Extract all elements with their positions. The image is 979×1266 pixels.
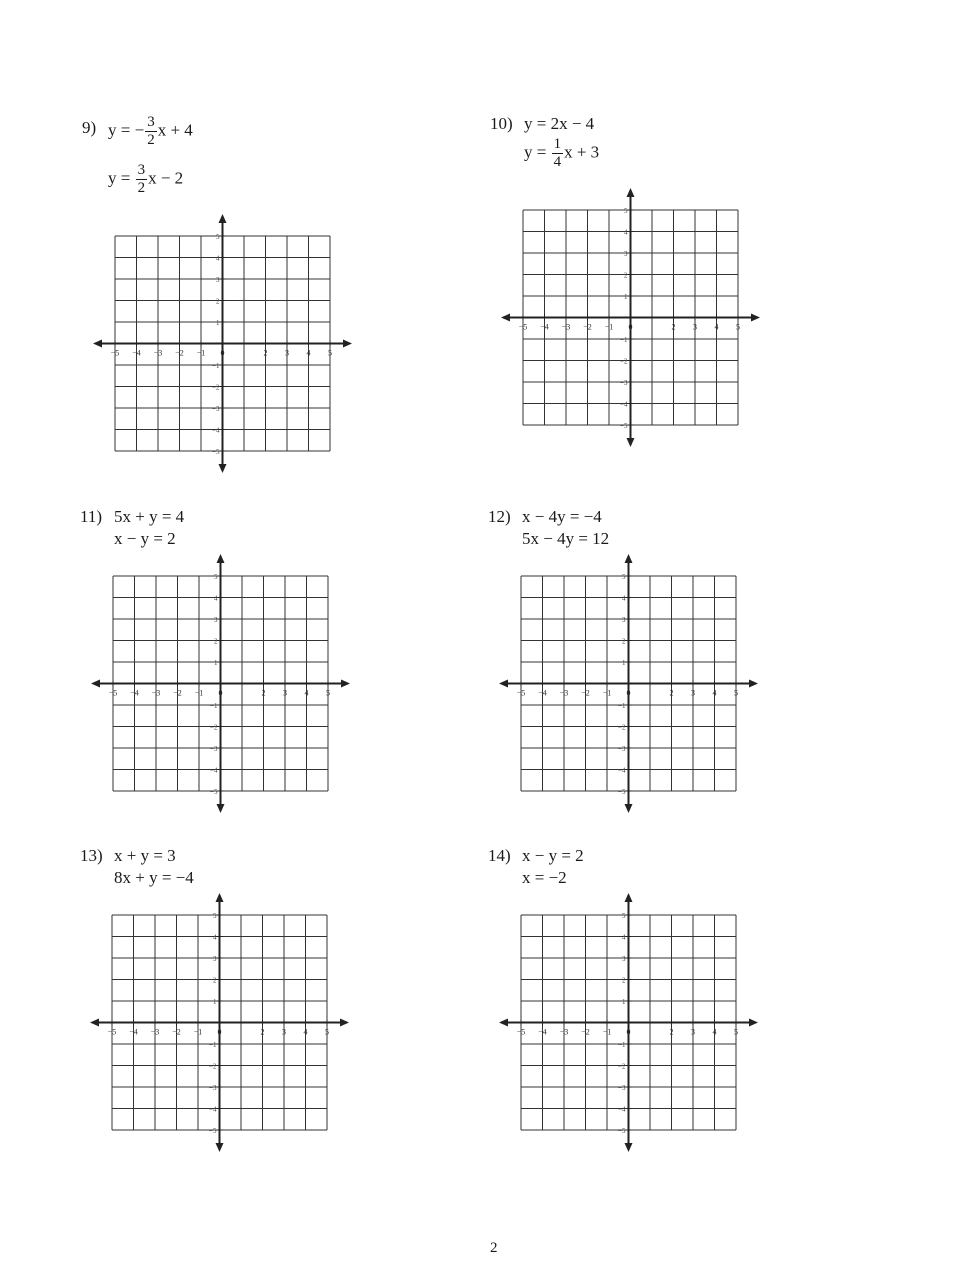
equation-1: 5x + y = 4 xyxy=(114,507,185,526)
y-tick-label: 1 xyxy=(213,998,217,1006)
x-tick-label: −5 xyxy=(110,348,120,358)
x-tick-label: −1 xyxy=(193,1027,203,1037)
y-tick-label: 2 xyxy=(622,976,626,985)
problem-13-equations xyxy=(80,846,280,890)
coordinate-plane xyxy=(89,210,356,477)
y-tick-label: −3 xyxy=(620,379,628,387)
y-tick-label: 1 xyxy=(216,319,220,327)
y-tick-label: 2 xyxy=(214,637,218,646)
y-tick-label: −3 xyxy=(209,1084,217,1092)
x-axis-arrow-right-icon xyxy=(749,1019,758,1027)
y-tick-label: −2 xyxy=(618,1062,626,1071)
x-tick-label: −5 xyxy=(516,688,526,698)
y-tick-label: −5 xyxy=(212,448,220,456)
coordinate-plane xyxy=(495,550,762,817)
x-tick-label: −4 xyxy=(132,348,141,358)
equation-2: y = $\frac{3}{2}$ x − 2 xyxy=(108,162,184,196)
x-tick-label: 0 xyxy=(628,322,633,332)
y-tick-label: 4 xyxy=(622,933,626,942)
coordinate-plane xyxy=(495,889,762,1156)
problem-number: 12) xyxy=(488,507,511,526)
x-axis-arrow-left-icon xyxy=(93,340,102,348)
x-tick-label: −4 xyxy=(129,1027,138,1037)
x-tick-label: 5 xyxy=(734,1027,738,1037)
x-tick-label: 5 xyxy=(325,1027,329,1037)
x-tick-label: −5 xyxy=(516,1027,526,1037)
equation-2: 8x + y = −4 xyxy=(114,868,194,887)
y-tick-label: 2 xyxy=(622,637,626,646)
y-tick-label: 3 xyxy=(622,616,626,624)
page-number: 2 xyxy=(490,1240,498,1256)
x-tick-label: −2 xyxy=(581,1027,590,1037)
x-tick-label: −2 xyxy=(172,1027,181,1037)
x-axis-arrow-left-icon xyxy=(91,680,100,688)
x-axis-arrow-right-icon xyxy=(343,340,352,348)
y-axis-arrow-down-icon xyxy=(216,1143,224,1152)
x-tick-label: 3 xyxy=(693,322,697,332)
equation-2: x = −2 xyxy=(522,868,567,887)
equation-1: x − 4y = −4 xyxy=(522,507,602,526)
y-tick-label: 5 xyxy=(216,233,220,241)
x-tick-label: −3 xyxy=(153,348,163,358)
y-tick-label: 5 xyxy=(622,912,626,920)
x-tick-label: 2 xyxy=(263,348,268,358)
y-axis-arrow-down-icon xyxy=(217,804,225,813)
y-tick-label: 1 xyxy=(624,293,628,301)
x-tick-label: −2 xyxy=(583,322,592,332)
x-tick-label: −3 xyxy=(561,322,571,332)
y-tick-label: −2 xyxy=(212,383,220,392)
equation-1: y = 2x − 4 xyxy=(524,114,595,133)
y-tick-label: 2 xyxy=(216,297,220,306)
y-tick-label: −3 xyxy=(212,405,220,413)
y-axis-arrow-down-icon xyxy=(627,438,635,447)
y-tick-label: −1 xyxy=(620,336,628,344)
y-tick-label: 5 xyxy=(214,573,218,581)
x-tick-label: −1 xyxy=(602,1027,612,1037)
x-axis-arrow-right-icon xyxy=(341,680,350,688)
y-tick-label: −2 xyxy=(620,357,628,366)
y-tick-label: 3 xyxy=(622,955,626,963)
y-tick-label: −4 xyxy=(618,1105,626,1114)
y-axis-arrow-up-icon xyxy=(219,214,227,223)
x-tick-label: 0 xyxy=(217,1027,222,1037)
x-tick-label: −2 xyxy=(173,688,182,698)
y-tick-label: −1 xyxy=(209,1041,217,1049)
equation-2: y = $\frac{1}{4}$ x + 3 xyxy=(524,136,600,170)
problem-12-equations xyxy=(488,507,688,551)
y-axis-arrow-down-icon xyxy=(625,1143,633,1152)
x-tick-label: 2 xyxy=(669,1027,674,1037)
x-tick-label: 3 xyxy=(691,1027,695,1037)
x-tick-label: −5 xyxy=(108,688,118,698)
x-tick-label: −2 xyxy=(175,348,184,358)
x-tick-label: 5 xyxy=(734,688,738,698)
problem-11-equations xyxy=(80,507,280,551)
y-tick-label: −5 xyxy=(618,1127,626,1135)
y-tick-label: −3 xyxy=(618,745,626,753)
x-tick-label: 0 xyxy=(220,348,225,358)
problem-number: 10) xyxy=(490,114,513,133)
y-tick-label: 3 xyxy=(624,250,628,258)
y-tick-label: −4 xyxy=(212,426,220,435)
x-tick-label: 4 xyxy=(712,1027,717,1037)
y-tick-label: −4 xyxy=(209,1105,217,1114)
y-axis-arrow-up-icon xyxy=(625,893,633,902)
x-axis-arrow-right-icon xyxy=(340,1019,349,1027)
x-tick-label: 5 xyxy=(328,348,332,358)
y-tick-label: −5 xyxy=(618,788,626,796)
y-axis-arrow-up-icon xyxy=(625,554,633,563)
x-tick-label: −2 xyxy=(581,688,590,698)
y-axis-arrow-up-icon xyxy=(217,554,225,563)
x-tick-label: 3 xyxy=(285,348,289,358)
y-axis-arrow-down-icon xyxy=(219,464,227,473)
x-axis-arrow-right-icon xyxy=(749,680,758,688)
x-tick-label: 0 xyxy=(626,1027,631,1037)
x-tick-label: 4 xyxy=(306,348,311,358)
problem-9-equations xyxy=(82,114,282,198)
x-tick-label: −1 xyxy=(604,322,614,332)
y-tick-label: 5 xyxy=(213,912,217,920)
x-tick-label: −4 xyxy=(540,322,549,332)
y-tick-label: −2 xyxy=(210,723,218,732)
coordinate-plane xyxy=(87,550,354,817)
x-tick-label: 4 xyxy=(712,688,717,698)
x-tick-label: 2 xyxy=(260,1027,265,1037)
y-tick-label: 4 xyxy=(624,228,628,237)
x-axis-arrow-left-icon xyxy=(499,1019,508,1027)
x-tick-label: 2 xyxy=(669,688,674,698)
y-tick-label: −5 xyxy=(209,1127,217,1135)
y-tick-label: −4 xyxy=(210,766,218,775)
y-tick-label: 5 xyxy=(624,207,628,215)
x-tick-label: 4 xyxy=(303,1027,308,1037)
graph-grid-9[interactable] xyxy=(89,210,356,477)
y-tick-label: 1 xyxy=(622,998,626,1006)
x-tick-label: −1 xyxy=(194,688,204,698)
y-tick-label: −4 xyxy=(620,400,628,409)
x-tick-label: −1 xyxy=(196,348,206,358)
x-tick-label: 4 xyxy=(304,688,309,698)
x-tick-label: 2 xyxy=(671,322,676,332)
graph-grid-14[interactable] xyxy=(495,889,762,1156)
equation-1: x − y = 2 xyxy=(522,846,584,865)
y-tick-label: −2 xyxy=(209,1062,217,1071)
y-tick-label: −5 xyxy=(210,788,218,796)
x-tick-label: 3 xyxy=(282,1027,286,1037)
y-tick-label: 4 xyxy=(213,933,217,942)
x-tick-label: 4 xyxy=(714,322,719,332)
x-tick-label: −1 xyxy=(602,688,612,698)
x-tick-label: 0 xyxy=(626,688,631,698)
equation-1: x + y = 3 xyxy=(114,846,176,865)
y-tick-label: 3 xyxy=(214,616,218,624)
y-tick-label: 2 xyxy=(624,271,628,280)
x-tick-label: 2 xyxy=(261,688,266,698)
y-tick-label: 2 xyxy=(213,976,217,985)
y-tick-label: 4 xyxy=(214,594,218,603)
y-tick-label: 5 xyxy=(622,573,626,581)
x-tick-label: 5 xyxy=(326,688,330,698)
y-tick-label: 4 xyxy=(216,254,220,263)
x-tick-label: 3 xyxy=(691,688,695,698)
x-tick-label: −4 xyxy=(130,688,139,698)
problem-number: 13) xyxy=(80,846,103,865)
x-tick-label: −5 xyxy=(518,322,528,332)
y-tick-label: −1 xyxy=(210,702,218,710)
x-axis-arrow-left-icon xyxy=(499,680,508,688)
x-tick-label: −3 xyxy=(151,688,161,698)
x-tick-label: −3 xyxy=(559,1027,569,1037)
y-axis-arrow-down-icon xyxy=(625,804,633,813)
y-tick-label: −3 xyxy=(618,1084,626,1092)
y-tick-label: −5 xyxy=(620,422,628,430)
graph-grid-10[interactable] xyxy=(497,184,764,451)
equation-2: 5x − 4y = 12 xyxy=(522,529,610,548)
x-axis-arrow-right-icon xyxy=(751,314,760,322)
x-tick-label: 0 xyxy=(218,688,223,698)
x-tick-label: −5 xyxy=(107,1027,117,1037)
x-tick-label: −3 xyxy=(150,1027,160,1037)
problem-number: 11) xyxy=(80,507,103,526)
coordinate-plane xyxy=(497,184,764,451)
problem-14-equations xyxy=(488,846,688,890)
x-tick-label: −4 xyxy=(538,1027,547,1037)
y-tick-label: −1 xyxy=(618,702,626,710)
x-tick-label: 5 xyxy=(736,322,740,332)
y-tick-label: 1 xyxy=(214,659,218,667)
y-tick-label: 1 xyxy=(622,659,626,667)
y-tick-label: −2 xyxy=(618,723,626,732)
graph-grid-11[interactable] xyxy=(87,550,354,817)
y-tick-label: 4 xyxy=(622,594,626,603)
equation-1: y = − $\frac{3}{2}$ x + 4 xyxy=(108,114,193,148)
problem-number: 9) xyxy=(82,118,97,137)
coordinate-plane xyxy=(86,889,353,1156)
x-axis-arrow-left-icon xyxy=(501,314,510,322)
graph-grid-13[interactable] xyxy=(86,889,353,1156)
y-tick-label: 3 xyxy=(213,955,217,963)
y-tick-label: −1 xyxy=(618,1041,626,1049)
x-axis-arrow-left-icon xyxy=(90,1019,99,1027)
x-tick-label: −3 xyxy=(559,688,569,698)
x-tick-label: 3 xyxy=(283,688,287,698)
x-tick-label: −4 xyxy=(538,688,547,698)
y-tick-label: −4 xyxy=(618,766,626,775)
y-tick-label: −3 xyxy=(210,745,218,753)
problem-10-equations xyxy=(490,114,690,184)
equation-2: x − y = 2 xyxy=(114,529,176,548)
graph-grid-12[interactable] xyxy=(495,550,762,817)
problem-number: 14) xyxy=(488,846,511,865)
y-axis-arrow-up-icon xyxy=(216,893,224,902)
y-tick-label: −1 xyxy=(212,362,220,370)
y-tick-label: 3 xyxy=(216,276,220,284)
y-axis-arrow-up-icon xyxy=(627,188,635,197)
